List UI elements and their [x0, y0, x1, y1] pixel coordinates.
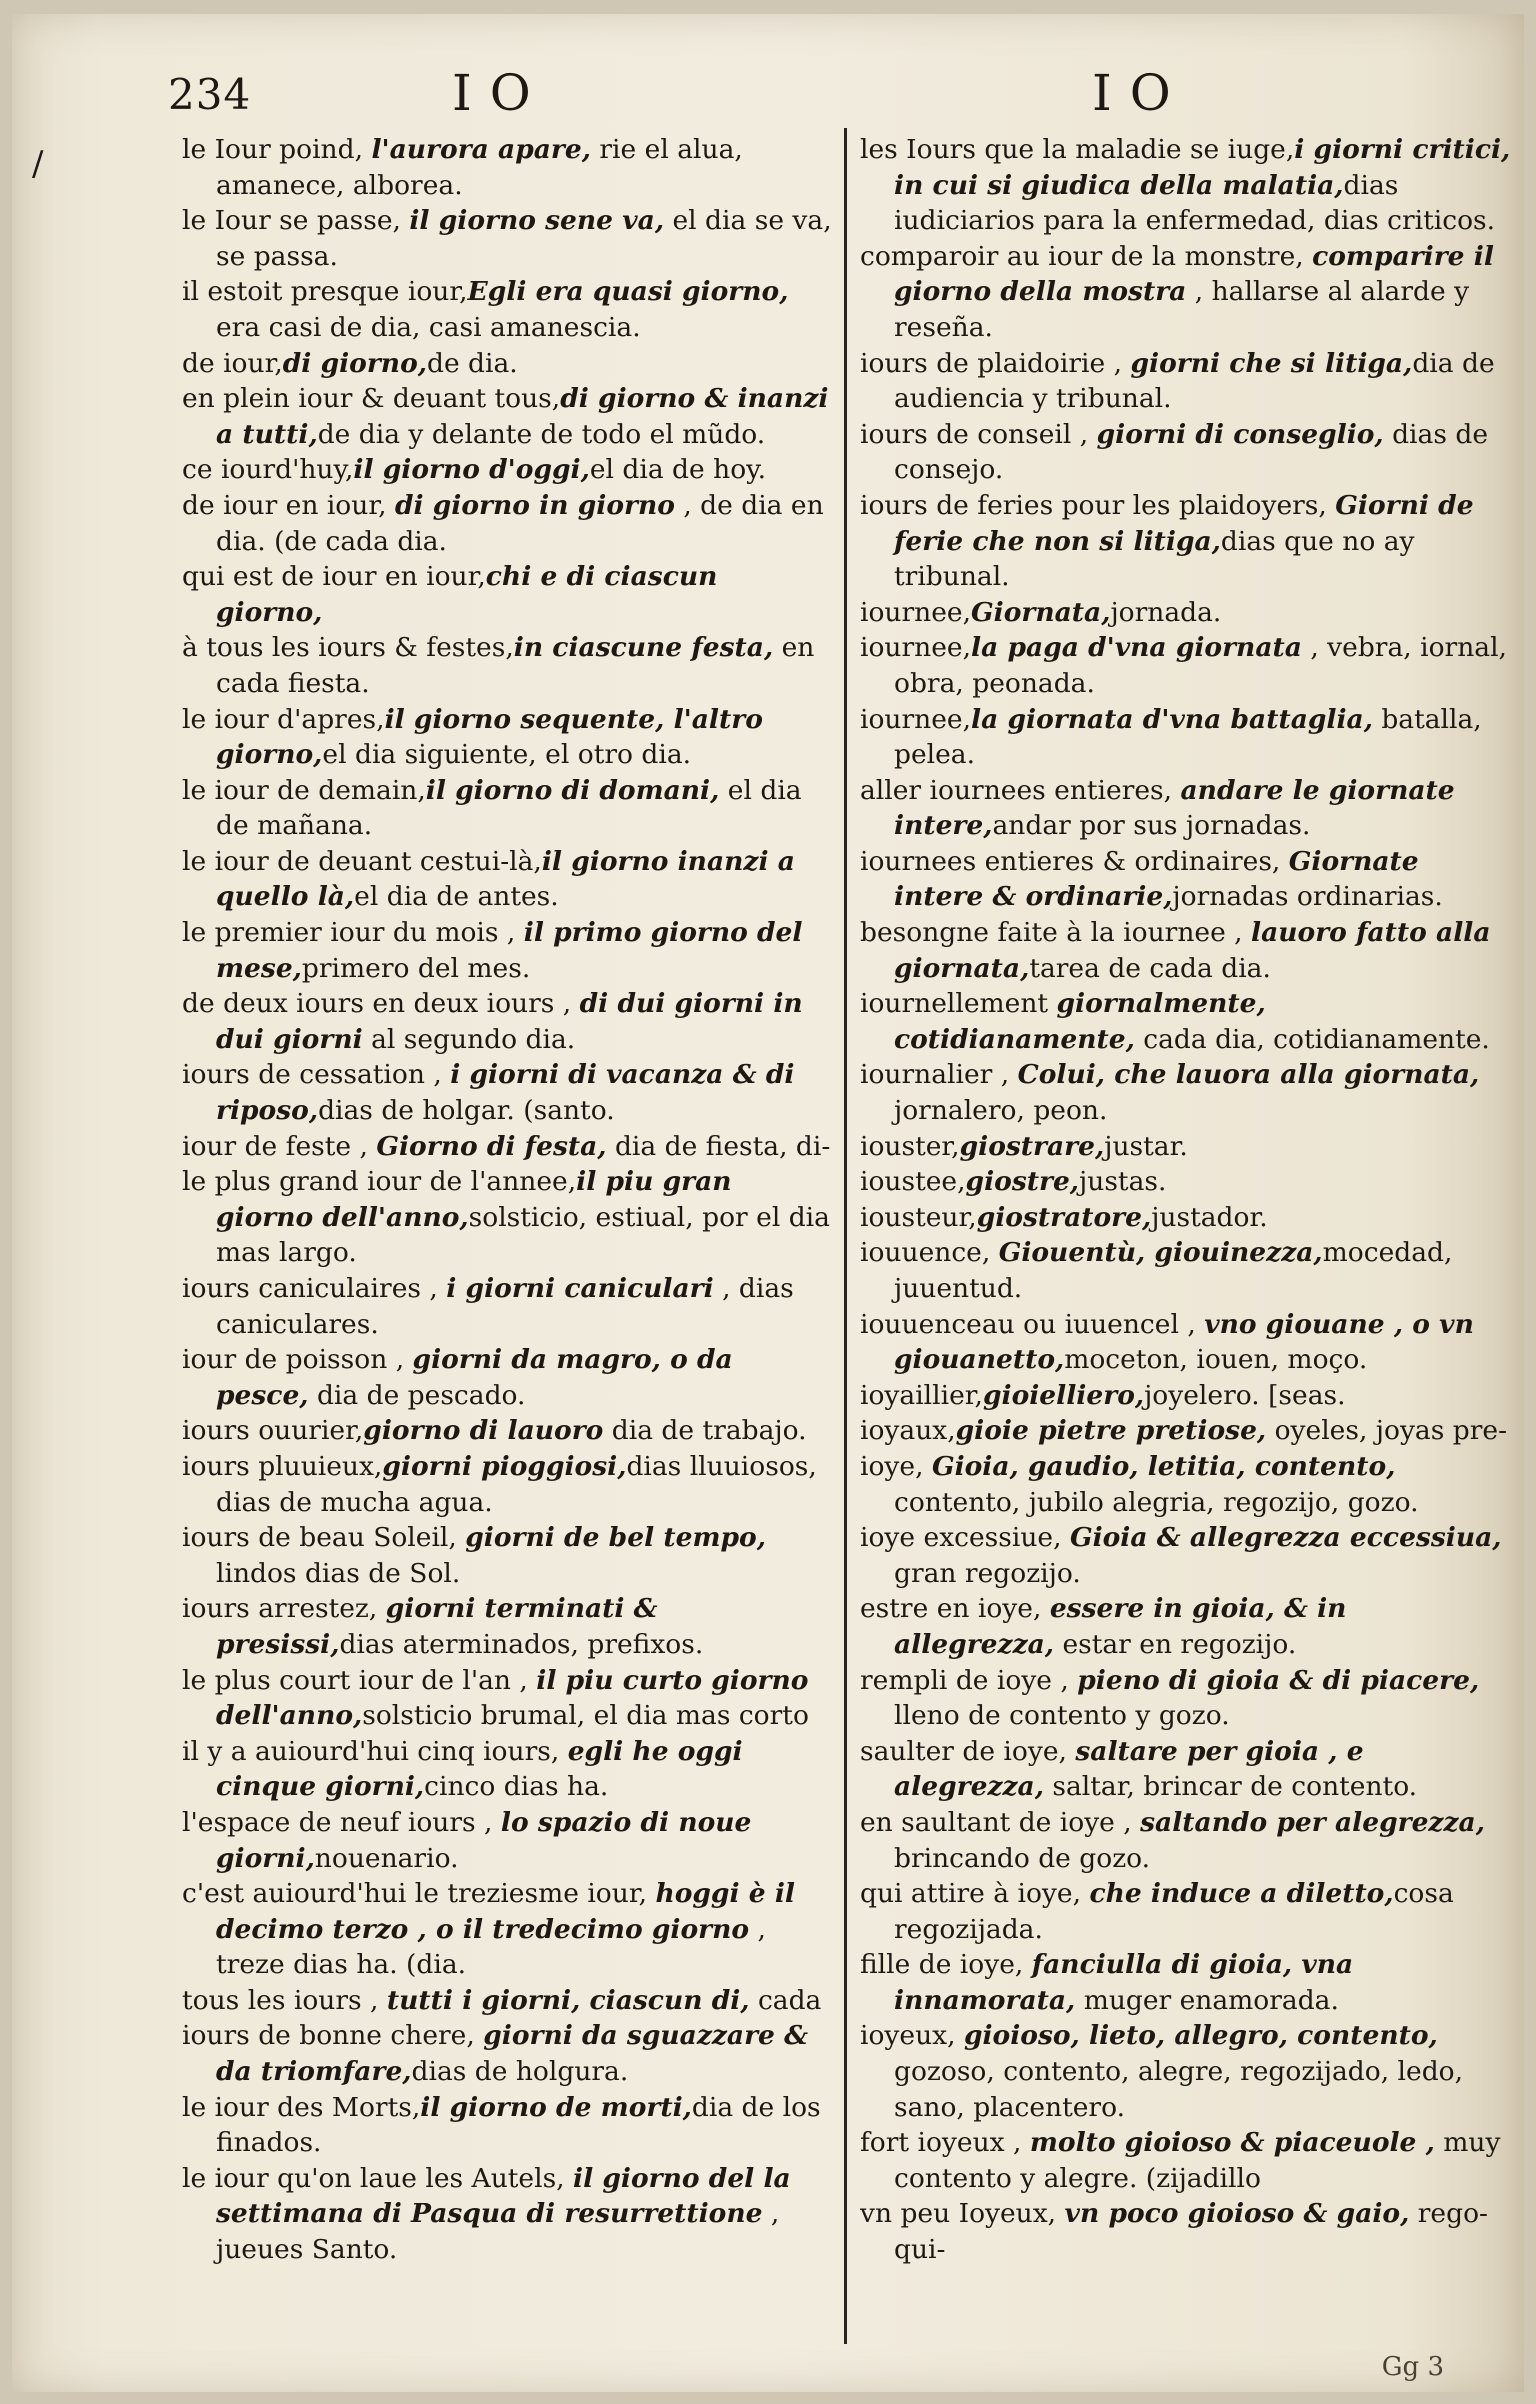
spanish-gloss: era casi de dia, casi amanescia.: [216, 311, 641, 343]
italian-gloss: Egli era quasi giorno,: [467, 276, 789, 308]
dictionary-entry: [182, 1164, 832, 1271]
italian-gloss: molto gioioso & piaceuole ,: [1029, 2127, 1435, 2159]
french-term: iournellement: [860, 988, 1057, 1020]
dictionary-entry: [182, 1805, 832, 1876]
italian-gloss: giostre,: [965, 1166, 1080, 1198]
dictionary-page: [12, 14, 1524, 2392]
italian-gloss: giorni terminati & presissi,: [216, 1593, 658, 1660]
spanish-gloss: justar.: [1104, 1130, 1188, 1162]
dictionary-entry: [182, 274, 832, 345]
page-number: 234: [168, 70, 252, 119]
dictionary-entry: [860, 1235, 1515, 1306]
spanish-gloss: gozoso, contento, alegre, regozijado, ledo, sano, placentero.: [894, 2056, 1464, 2123]
french-term: qui est de iour en iour,: [182, 561, 486, 593]
french-term: vn peu Ioyeux,: [860, 2198, 1065, 2230]
french-term: il y a auiourd'hui cinq iours,: [182, 1735, 568, 1767]
french-term: fort ioyeux ,: [860, 2127, 1030, 2159]
french-term: iours de cessation ,: [182, 1059, 451, 1091]
french-term: de iour,: [182, 347, 283, 379]
column-rule: [844, 128, 847, 2344]
dictionary-entry: [860, 915, 1515, 986]
italian-gloss: che induce a diletto,: [1089, 1878, 1394, 1910]
italian-gloss: i giorni critici, in cui si giudica della malatia,: [894, 134, 1511, 201]
margin-mark: /: [32, 144, 44, 184]
french-term: le plus grand iour de l'annee,: [182, 1166, 577, 1198]
spanish-gloss: de dia y delante de todo el mũdo.: [317, 418, 766, 450]
dictionary-entry: [860, 1520, 1515, 1591]
italian-gloss: Giouentù, giouinezza,: [998, 1237, 1323, 1269]
dictionary-entry: [860, 2196, 1515, 2267]
italian-gloss: di giorno & inanzi a tutti,: [216, 383, 829, 450]
italian-gloss: il giorno d'oggi,: [353, 454, 590, 486]
italian-gloss: comparire il giorno della mostra: [894, 240, 1494, 308]
dictionary-entry: [182, 1734, 832, 1805]
french-term: iournee,: [860, 632, 972, 664]
italian-gloss: giorni da magro, o da pesce,: [216, 1344, 733, 1411]
spanish-gloss: saltar, brincar de contento.: [1043, 1771, 1418, 1803]
spanish-gloss: joyelero. [seas.: [1144, 1379, 1346, 1411]
dictionary-entry: [860, 1734, 1515, 1805]
spanish-gloss: dia de audiencia y tribunal.: [894, 347, 1495, 415]
french-term: iours de feries pour les plaidoyers,: [860, 489, 1336, 521]
dictionary-entry: [860, 1876, 1515, 1947]
spanish-gloss: rie el alua, amanece, alborea.: [216, 134, 743, 201]
spanish-gloss: cosa regozijada.: [894, 1878, 1454, 1945]
page-header: [12, 60, 1524, 130]
dictionary-entry: [182, 452, 832, 488]
left-column: [182, 132, 832, 2268]
italian-gloss: egli he oggi cinque giorni,: [216, 1735, 743, 1803]
french-term: en plein iour & deuant tous,: [182, 383, 561, 415]
dictionary-entry: [182, 986, 832, 1057]
spanish-gloss: gran regozijo.: [894, 1557, 1081, 1589]
italian-gloss: Giornata,: [971, 596, 1111, 628]
dictionary-entry: [860, 1449, 1515, 1520]
dictionary-entry: [182, 1129, 832, 1165]
spanish-gloss: contento, jubilo alegria, regozijo, gozo.: [894, 1486, 1419, 1518]
italian-gloss: il giorno del la settimana di Pasqua di resurrettione: [216, 2162, 791, 2230]
dictionary-entry: [182, 1663, 832, 1734]
spanish-gloss: dias que no ay tribunal.: [894, 525, 1415, 593]
italian-gloss: l'aurora apare,: [371, 134, 591, 165]
italian-gloss: giostratore,: [976, 1201, 1152, 1233]
dictionary-entry: [860, 1805, 1515, 1876]
french-term: le iour de demain,: [182, 774, 426, 806]
dictionary-entry: [182, 381, 832, 452]
french-term: fille de ioye,: [860, 1949, 1032, 1981]
italian-gloss: giornalmente, cotidianamente,: [894, 988, 1266, 1055]
italian-gloss: fanciulla di gioia, vna innamorata,: [894, 1949, 1354, 2016]
spanish-gloss: dias de consejo.: [894, 418, 1489, 486]
italian-gloss: vno giouane , o vn giouanetto,: [894, 1308, 1474, 1376]
french-term: le premier iour du mois ,: [182, 917, 524, 949]
spanish-gloss: jornadas ordinarias.: [1172, 881, 1443, 913]
running-head-left: IO: [452, 64, 549, 122]
spanish-gloss: justador.: [1151, 1201, 1268, 1233]
italian-gloss: hoggi è il decimo terzo , o il tredecimo giorno: [216, 1878, 795, 1945]
dictionary-entry: [860, 1200, 1515, 1236]
italian-gloss: vn poco gioioso & gaio,: [1064, 2198, 1410, 2230]
french-term: les Iours que la maladie se iuge,: [860, 134, 1295, 165]
spanish-gloss: jornalero, peon.: [894, 1095, 1108, 1127]
italian-gloss: Gioia, gaudio, letitia, contento,: [931, 1450, 1396, 1482]
french-term: iour de feste ,: [182, 1130, 377, 1162]
spanish-gloss: dias de holgura.: [411, 2056, 629, 2088]
french-term: le iour des Morts,: [182, 2091, 421, 2123]
italian-gloss: saltare per gioia , e alegrezza,: [894, 1735, 1364, 1803]
dictionary-entry: [860, 702, 1515, 773]
spanish-gloss: primero del mes.: [301, 952, 531, 984]
dictionary-entry: [860, 1591, 1515, 1662]
french-term: comparoir au iour de la monstre,: [860, 240, 1313, 272]
italian-gloss: il giorno de morti,: [420, 2091, 692, 2123]
spanish-gloss: oyeles, joyas pre-: [1266, 1415, 1508, 1447]
italian-gloss: tutti i giorni, ciascun di,: [386, 1984, 750, 2016]
french-term: iours ouurier,: [182, 1415, 364, 1447]
italian-gloss: i giorni di vacanza & di riposo,: [216, 1059, 795, 1127]
italian-gloss: chi e di ciascun giorno,: [216, 561, 718, 628]
dictionary-entry: [182, 346, 832, 382]
spanish-gloss: lindos dias de Sol.: [216, 1557, 461, 1589]
spanish-gloss: mocedad, juuentud.: [894, 1237, 1453, 1304]
french-term: iours de beau Soleil,: [182, 1522, 466, 1554]
dictionary-entry: [182, 773, 832, 844]
french-term: iours caniculaires ,: [182, 1273, 447, 1304]
spanish-gloss: dia de los finados.: [216, 2091, 821, 2159]
french-term: qui attire à ioye,: [860, 1878, 1090, 1910]
italian-gloss: in ciascune festa,: [513, 632, 774, 664]
dictionary-entry: [860, 773, 1515, 844]
spanish-gloss: batalla, pelea.: [894, 703, 1482, 771]
signature-mark: Gg 3: [1381, 2352, 1444, 2382]
dictionary-entry: [182, 1271, 832, 1342]
dictionary-entry: [860, 844, 1515, 915]
spanish-gloss: nouenario.: [314, 1842, 459, 1874]
spanish-gloss: andar por sus jornadas.: [992, 810, 1311, 842]
italian-gloss: saltando per alegrezza,: [1140, 1806, 1485, 1838]
dictionary-entry: [182, 1520, 832, 1591]
italian-gloss: giorni da sguazzare & da triomfare,: [216, 2020, 809, 2088]
french-term: iours de bonne chere,: [182, 2020, 484, 2052]
italian-gloss: Gioia & allegrezza eccessiua,: [1069, 1522, 1502, 1554]
italian-gloss: il giorno di domani,: [425, 774, 720, 806]
french-term: iournee,: [860, 703, 972, 735]
french-term: le iour d'apres,: [182, 703, 385, 735]
spanish-gloss: , treze dias ha. (dia.: [216, 1913, 766, 1981]
french-term: iours arrestez,: [182, 1593, 386, 1625]
french-term: ioye,: [860, 1450, 932, 1482]
french-term: iours de conseil ,: [860, 418, 1097, 450]
running-head-right: IO: [1092, 64, 1189, 122]
italian-gloss: giorni che si litiga,: [1130, 347, 1413, 379]
dictionary-entry: [860, 595, 1515, 631]
italian-gloss: Giorno di festa,: [376, 1130, 607, 1162]
dictionary-entry: [182, 203, 832, 274]
dictionary-entry: [182, 559, 832, 630]
dictionary-entry: [182, 488, 832, 559]
spanish-gloss: el dia de antes.: [354, 881, 559, 913]
spanish-gloss: solsticio brumal, el dia mas corto: [362, 1700, 809, 1732]
french-term: le Iour poind,: [182, 134, 372, 165]
italian-gloss: il giorno sequente, l'altro giorno,: [216, 703, 763, 771]
spanish-gloss: muger enamorada.: [1075, 1984, 1339, 2016]
french-term: besongne faite à la iournee ,: [860, 917, 1252, 949]
french-term: iours pluuieux,: [182, 1450, 383, 1482]
spanish-gloss: dia de fiesta, di-: [606, 1130, 831, 1162]
spanish-gloss: dia de pescado.: [308, 1379, 526, 1411]
spanish-gloss: brincando de gozo.: [894, 1842, 1151, 1874]
spanish-gloss: rego- qui-: [894, 2198, 1488, 2266]
french-term: iournees entieres & ordinaires,: [860, 845, 1289, 877]
spanish-gloss: dia de trabajo.: [603, 1415, 807, 1447]
italian-gloss: andare le giornate intere,: [894, 774, 1455, 842]
spanish-gloss: muy contento y alegre. (zijadillo: [894, 2127, 1501, 2194]
french-term: le iour de deuant cestui-là,: [182, 845, 542, 877]
french-term: de deux iours en deux iours ,: [182, 988, 580, 1020]
dictionary-entry: [860, 1129, 1515, 1165]
french-term: l'espace de neuf iours ,: [182, 1806, 501, 1838]
spanish-gloss: , dias caniculares.: [216, 1273, 794, 1340]
italian-gloss: di dui giorni in dui giorni: [216, 988, 803, 1055]
dictionary-entry: [860, 1413, 1515, 1449]
spanish-gloss: dias iudiciarios para la enfermedad, dias criticos.: [894, 169, 1496, 237]
dictionary-entry: [860, 1663, 1515, 1734]
italian-gloss: Giorni de ferie che non si litiga,: [894, 489, 1474, 557]
italian-gloss: di giorno,: [282, 347, 427, 379]
spanish-gloss: el dia de hoy.: [589, 454, 767, 486]
french-term: ioyaillier,: [860, 1379, 983, 1411]
dictionary-entry: [182, 1342, 832, 1413]
french-term: estre en ioye,: [860, 1593, 1050, 1625]
italian-gloss: giorni di conseglio,: [1096, 418, 1384, 450]
dictionary-entry: [860, 132, 1515, 239]
italian-gloss: giorni pioggiosi,: [382, 1450, 627, 1482]
dictionary-entry: [860, 986, 1515, 1057]
italian-gloss: gioielliero,: [982, 1379, 1145, 1411]
spanish-gloss: jornada.: [1110, 596, 1222, 628]
dictionary-entry: [182, 702, 832, 773]
italian-gloss: il primo giorno del mese,: [216, 917, 803, 984]
italian-gloss: i giorni caniculari: [446, 1273, 714, 1304]
spanish-gloss: cada dia, cotidianamente.: [1134, 1023, 1490, 1055]
french-term: ioustee,: [860, 1166, 966, 1198]
spanish-gloss: el dia se va, se passa.: [216, 205, 832, 272]
dictionary-entry: [182, 2161, 832, 2268]
french-term: à tous les iours & festes,: [182, 632, 514, 664]
dictionary-entry: [860, 1057, 1515, 1128]
italian-gloss: il piu curto giorno dell'anno,: [216, 1664, 809, 1732]
spanish-gloss: , vebra, iornal, obra, peonada.: [894, 632, 1507, 699]
dictionary-entry: [182, 630, 832, 701]
italian-gloss: giorni de bel tempo,: [465, 1522, 766, 1554]
french-term: iour de poisson ,: [182, 1344, 413, 1376]
french-term: c'est auiourd'hui le treziesme iour,: [182, 1878, 656, 1910]
dictionary-entry: [860, 2125, 1515, 2196]
dictionary-entry: [182, 1876, 832, 1983]
french-term: le plus court iour de l'an ,: [182, 1664, 537, 1696]
italian-gloss: lauoro fatto alla giornata,: [894, 917, 1491, 984]
dictionary-entry: [182, 1057, 832, 1128]
spanish-gloss: cinco dias ha.: [424, 1771, 609, 1803]
dictionary-entry: [860, 346, 1515, 417]
spanish-gloss: dias aterminados, prefixos.: [339, 1628, 704, 1660]
dictionary-entry: [860, 630, 1515, 701]
dictionary-entry: [182, 844, 832, 915]
french-term: ioye excessiue,: [860, 1522, 1070, 1554]
dictionary-entry: [182, 2018, 832, 2089]
dictionary-entry: [182, 1413, 832, 1449]
french-term: iours de plaidoirie ,: [860, 347, 1131, 379]
french-term: ce iourd'huy,: [182, 454, 354, 486]
italian-gloss: pieno di gioia & di piacere,: [1077, 1664, 1480, 1696]
french-term: iouuence,: [860, 1237, 999, 1269]
italian-gloss: gioioso, lieto, allegro, contento,: [963, 2020, 1438, 2052]
italian-gloss: il giorno inanzi a quello là,: [216, 845, 795, 913]
spanish-gloss: , hallarse al alarde y reseña.: [894, 276, 1470, 343]
italian-gloss: Giornate intere & ordinarie,: [894, 845, 1419, 913]
french-term: en saultant de ioye ,: [860, 1806, 1141, 1838]
italian-gloss: essere in gioia, & in allegrezza,: [894, 1593, 1347, 1660]
spanish-gloss: tarea de cada dia.: [1029, 952, 1271, 984]
italian-gloss: la paga d'vna giornata: [971, 632, 1302, 664]
dictionary-entry: [182, 1449, 832, 1520]
italian-gloss: giorno di lauoro: [363, 1415, 604, 1447]
dictionary-entry: [182, 132, 832, 203]
french-term: ioyaux,: [860, 1415, 956, 1447]
dictionary-entry: [860, 417, 1515, 488]
right-column: [860, 132, 1515, 2268]
spanish-gloss: , jueues Santo.: [216, 2198, 780, 2266]
spanish-gloss: en cada fiesta.: [216, 632, 815, 699]
dictionary-entry: [860, 239, 1515, 346]
spanish-gloss: , de dia en dia. (de cada dia.: [216, 489, 824, 557]
spanish-gloss: justas.: [1079, 1166, 1167, 1198]
dictionary-entry: [860, 1947, 1515, 2018]
dictionary-entry: [860, 488, 1515, 595]
spanish-gloss: moceton, iouen, moço.: [1064, 1344, 1368, 1376]
french-term: le iour qu'on laue les Autels,: [182, 2162, 574, 2194]
french-term: ioyeux,: [860, 2020, 964, 2052]
spanish-gloss: estar en regozijo.: [1054, 1628, 1297, 1660]
spanish-gloss: cada: [749, 1984, 822, 2016]
spanish-gloss: de dia.: [426, 347, 518, 379]
spanish-gloss: lleno de contento y gozo.: [894, 1700, 1230, 1732]
french-term: iouuenceau ou iuuencel ,: [860, 1308, 1205, 1340]
spanish-gloss: el dia siguiente, el otro dia.: [322, 739, 692, 771]
french-term: tous les iours ,: [182, 1984, 387, 2016]
italian-gloss: giostrare,: [959, 1130, 1105, 1162]
french-term: iouster,: [860, 1130, 960, 1162]
spanish-gloss: al segundo dia.: [362, 1023, 576, 1055]
french-term: de iour en iour,: [182, 489, 395, 521]
italian-gloss: la giornata d'vna battaglia,: [971, 703, 1373, 735]
french-term: aller iournees entieres,: [860, 774, 1181, 806]
dictionary-entry: [860, 1164, 1515, 1200]
italian-gloss: il piu gran giorno dell'anno,: [216, 1166, 732, 1233]
french-term: il estoit presque iour,: [182, 276, 468, 308]
dictionary-entry: [860, 1307, 1515, 1378]
french-term: iournalier ,: [860, 1059, 1018, 1091]
french-term: rempli de ioye ,: [860, 1664, 1078, 1696]
dictionary-entry: [182, 1591, 832, 1662]
dictionary-entry: [860, 1378, 1515, 1414]
french-term: iournee,: [860, 596, 972, 628]
italian-gloss: di giorno in giorno: [394, 489, 675, 521]
spanish-gloss: solsticio, estiual, por el dia mas largo.: [216, 1201, 830, 1269]
dictionary-entry: [182, 915, 832, 986]
french-term: iousteur,: [860, 1201, 977, 1233]
italian-gloss: lo spazio di noue giorni,: [216, 1806, 752, 1874]
spanish-gloss: dias lluuiosos, dias de mucha agua.: [216, 1450, 817, 1518]
dictionary-entry: [182, 1983, 832, 2019]
french-term: saulter de ioye,: [860, 1735, 1076, 1767]
italian-gloss: il giorno sene va,: [409, 205, 665, 237]
dictionary-entry: [182, 2090, 832, 2161]
dictionary-entry: [860, 2018, 1515, 2125]
spanish-gloss: dias de holgar. (santo.: [318, 1095, 615, 1127]
italian-gloss: gioie pietre pretiose,: [955, 1415, 1267, 1447]
italian-gloss: Colui, che lauora alla giornata,: [1017, 1059, 1480, 1091]
french-term: le Iour se passe,: [182, 205, 410, 237]
spanish-gloss: el dia de mañana.: [216, 774, 802, 842]
